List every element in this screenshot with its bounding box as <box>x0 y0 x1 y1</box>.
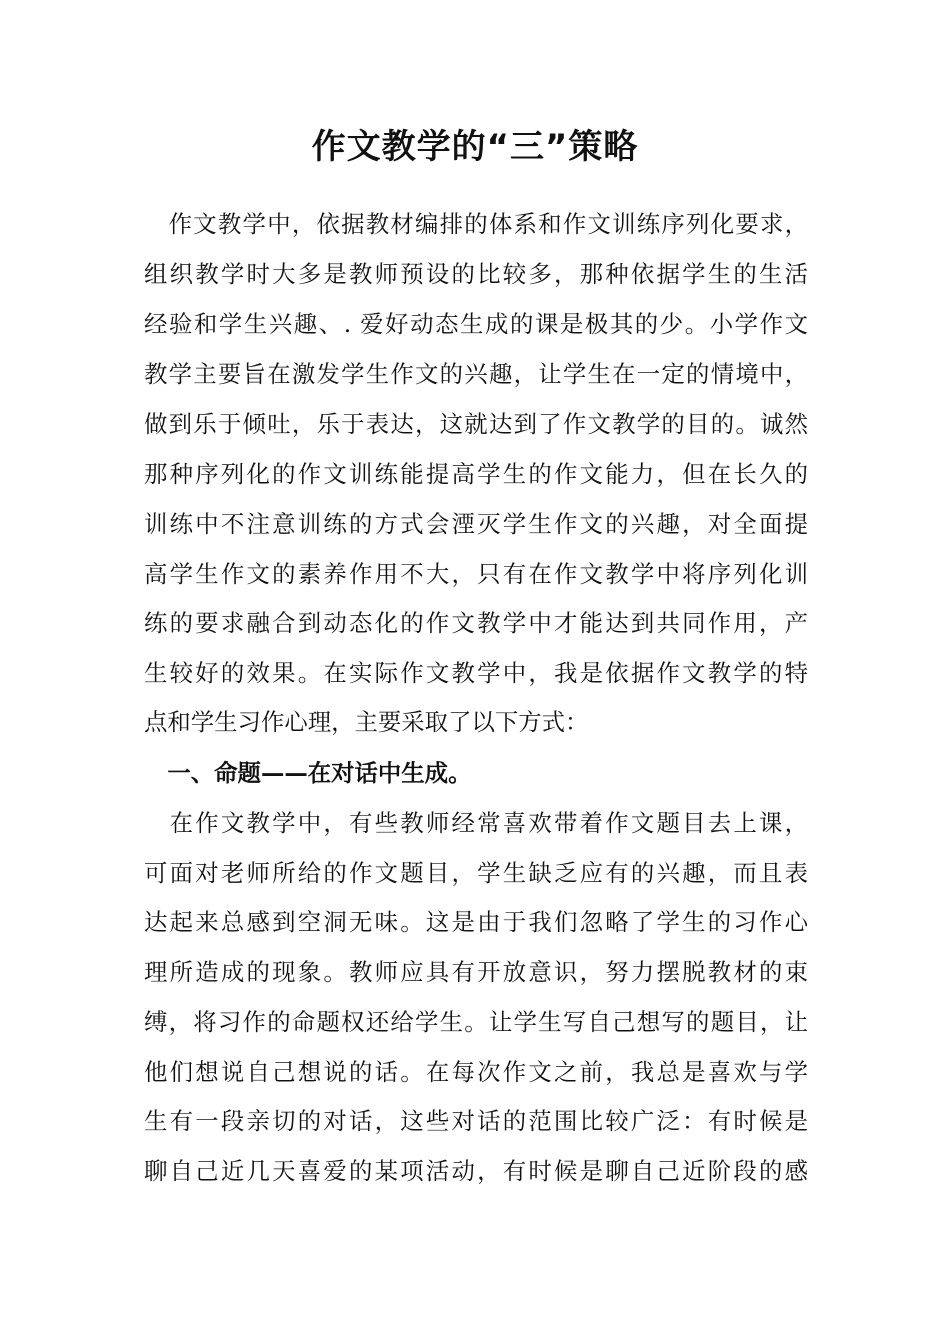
paragraph-line: 生有一段亲切的对话，这些对话的范围比较广泛：有时候是 <box>144 1107 808 1135</box>
paragraph-line: 经验和学生兴趣、. 爱好动态生成的课是极其的少。小学作文 <box>144 310 808 338</box>
paragraph-line: 训练中不注意训练的方式会湮灭学生作文的兴趣，对全面提 <box>144 510 808 538</box>
paragraph-line: 教学主要旨在激发学生作文的兴趣，让学生在一定的情境中， <box>144 360 808 388</box>
paragraph-line: 点和学生习作心理，主要采取了以下方式： <box>144 708 589 736</box>
paragraph-line: 那种序列化的作文训练能提高学生的作文能力，但在长久的 <box>144 460 808 488</box>
paragraph-line: 在作文教学中，有些教师经常喜欢带着作文题目去上课， <box>144 809 808 837</box>
paragraph-line: 理所造成的现象。教师应具有开放意识，努力摆脱教材的束 <box>144 958 808 986</box>
paragraph-line: 作文教学中，依据教材编排的体系和作文训练序列化要求， <box>144 210 808 238</box>
section-heading: 一、命题——在对话中生成。 <box>144 759 472 787</box>
paragraph-line: 可面对老师所给的作文题目，学生缺乏应有的兴趣，而且表 <box>144 859 808 887</box>
paragraph-line: 达起来总感到空洞无味。这是由于我们忽略了学生的习作心 <box>144 908 808 936</box>
paragraph-line: 练的要求融合到动态化的作文教学中才能达到共同作用，产 <box>144 609 808 637</box>
paragraph-line: 他们想说自己想说的话。在每次作文之前，我总是喜欢与学 <box>144 1058 808 1086</box>
paragraph-line: 缚，将习作的命题权还给学生。让学生写自己想写的题目，让 <box>144 1008 808 1036</box>
paragraph-line: 做到乐于倾吐，乐于表达，这就达到了作文教学的目的。诚然 <box>144 410 808 438</box>
paragraph-line: 聊自己近几天喜爱的某项活动，有时候是聊自己近阶段的感 <box>144 1157 808 1185</box>
paragraph-line: 生较好的效果。在实际作文教学中，我是依据作文教学的特 <box>144 659 808 687</box>
paragraph-line: 组织教学时大多是教师预设的比较多，那种依据学生的生活 <box>144 260 808 288</box>
paragraph-line: 高学生作文的素养作用不大，只有在作文教学中将序列化训 <box>144 560 808 588</box>
document-title: 作文教学的“三”策略 <box>311 127 639 167</box>
